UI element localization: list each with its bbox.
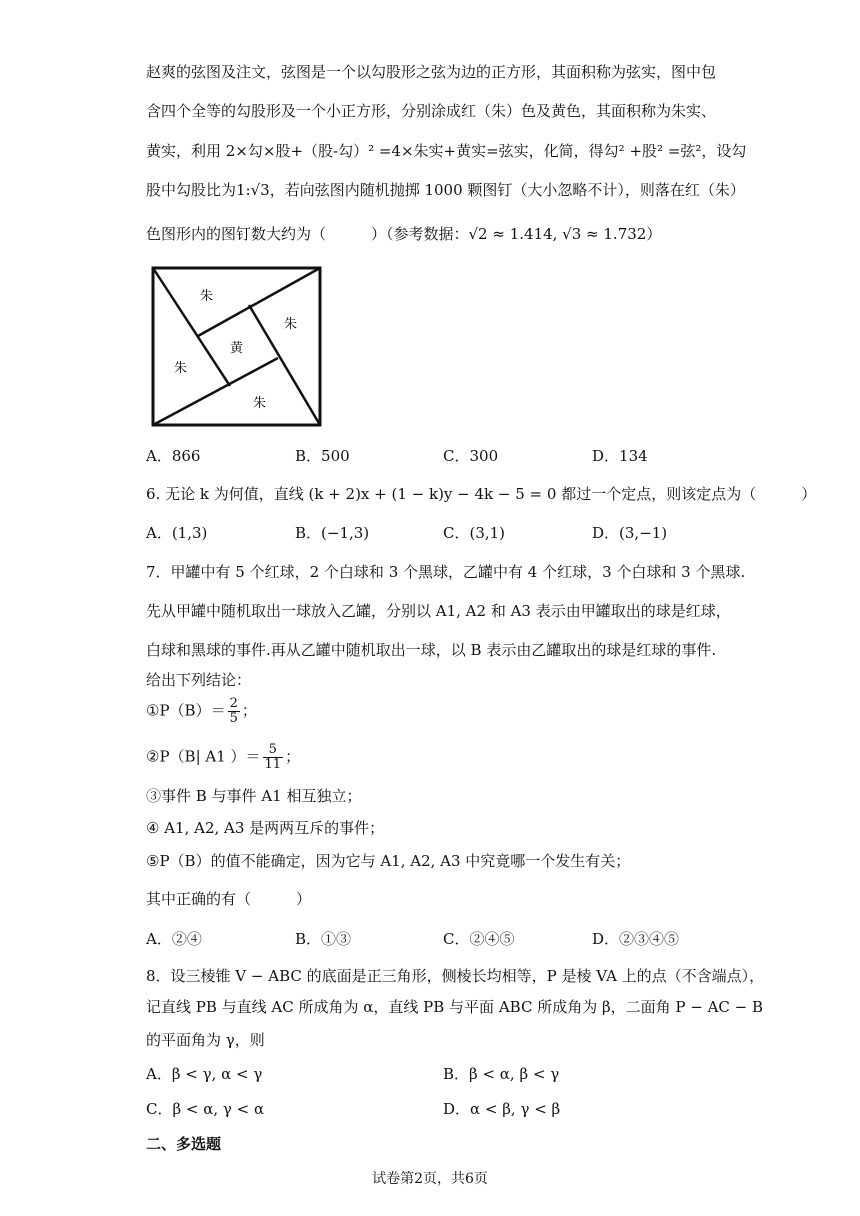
diagram-line xyxy=(153,268,230,386)
q7-option-c[interactable]: C．②④⑤ xyxy=(443,930,515,948)
fraction-numerator: 5 xyxy=(263,743,284,758)
q7-conclusion-4: ④ A1, A2, A3 是两两互斥的事件； xyxy=(146,819,385,837)
q6-option-d[interactable]: D．(3,−1) xyxy=(592,524,668,542)
q5-line-4: 股中勾股比为1:√3，若向弦图内随机抛掷 1000 颗图钉（大小忽略不计），则落在红（朱） xyxy=(146,181,745,199)
q5-option-d[interactable]: D．134 xyxy=(592,447,648,465)
q7-conclusion-3: ③事件 B 与事件 A1 相互独立； xyxy=(146,787,362,805)
label-zhu-left: 朱 xyxy=(174,361,188,376)
q7-line-4: 给出下列结论： xyxy=(146,671,252,689)
page-footer: 试卷第2页，共6页 xyxy=(372,1171,488,1187)
q5-option-c[interactable]: C．300 xyxy=(443,447,499,465)
q8-line-3: 的平面角为 γ，则 xyxy=(146,1031,265,1049)
q7-option-b[interactable]: B．①③ xyxy=(295,930,352,948)
q5-line-1: 赵爽的弦图及注文，弦图是一个以勾股形之弦为边的正方形，其面积称为弦实，图中包 xyxy=(146,63,717,81)
q7-option-d[interactable]: D．②③④⑤ xyxy=(592,930,680,948)
label-zhu-bottom: 朱 xyxy=(253,396,267,411)
q8-option-c[interactable]: C．β < α, γ < α xyxy=(146,1100,265,1118)
xian-diagram xyxy=(148,264,324,428)
q7-line-2: 先从甲罐中随机取出一球放入乙罐，分别以 A1, A2 和 A3 表示由甲罐取出的球是红球， xyxy=(146,602,731,620)
fraction-denominator: 5 xyxy=(229,711,238,726)
label-zhu-top: 朱 xyxy=(200,289,214,304)
q7-ask: 其中正确的有（ ） xyxy=(146,890,312,908)
q8-option-b[interactable]: B．β < α, β < γ xyxy=(443,1065,560,1083)
label-huang: 黄 xyxy=(230,341,244,356)
q7-line-3: 白球和黑球的事件.再从乙罐中随机取出一球，以 B 表示由乙罐取出的球是红球的事件. xyxy=(146,641,717,659)
q6-option-a[interactable]: A．(1,3) xyxy=(146,524,208,542)
q8-option-a[interactable]: A．β < γ, α < γ xyxy=(146,1065,263,1083)
q8-line-2: 记直线 PB 与直线 AC 所成角为 α，直线 PB 与平面 ABC 所成角为 β，二面角 P − AC − B xyxy=(146,998,764,1016)
q7-conclusion-2 xyxy=(146,743,300,772)
q7-option-a[interactable]: A．②④ xyxy=(146,930,202,948)
q6-option-b[interactable]: B．(−1,3) xyxy=(295,524,370,542)
c1-suffix: ； xyxy=(241,701,257,720)
q7-line-1: 7．甲罐中有 5 个红球，2 个白球和 3 个黑球，乙罐中有 4 个红球，3 个白球和 3 个黑球. xyxy=(146,563,746,581)
label-zhu-right: 朱 xyxy=(284,317,298,332)
c2-prefix: ②P（B| A1 ）＝ xyxy=(146,747,261,766)
q5-option-b[interactable]: B．500 xyxy=(295,447,350,465)
q8-line-1: 8．设三棱锥 V − ABC 的底面是正三角形，侧棱长均相等，P 是棱 VA 上的点（不含端点）， xyxy=(146,967,765,985)
q7-conclusion-5: ⑤P（B）的值不能确定，因为它与 A1, A2, A3 中究竟哪一个发生有关； xyxy=(146,852,631,870)
fraction xyxy=(263,743,284,772)
q5-line-5: 色图形内的图钉数大约为（ ）（参考数据：√2 ≈ 1.414, √3 ≈ 1.732） xyxy=(146,225,662,243)
q7-conclusion-1 xyxy=(146,697,257,726)
q6-option-c[interactable]: C．(3,1) xyxy=(443,524,506,542)
diagram-line xyxy=(153,358,278,425)
q6-stem: 6. 无论 k 为何值，直线 (k + 2)x + (1 − k)y − 4k − 5 = 0 都过一个定点，则该定点为（ ） xyxy=(146,485,817,503)
fraction-numerator: 2 xyxy=(229,696,238,711)
q5-line-3: 黄实，利用 2×勾×股+（股-勾）² =4×朱实+黄实=弦实，化简，得勾² +股² =弦²，设勾 xyxy=(146,142,747,160)
q5-line-2: 含四个全等的勾股形及一个小正方形，分别涂成红（朱）色及黄色，其面积称为朱实、 xyxy=(146,102,717,120)
c1-prefix: ①P（B）＝ xyxy=(146,701,226,720)
diagram-line xyxy=(198,268,320,336)
c2-suffix: ； xyxy=(285,747,301,766)
fraction-denominator: 11 xyxy=(264,757,282,772)
section-title: 二、多选题 xyxy=(146,1135,222,1153)
q8-option-d[interactable]: D．α < β, γ < β xyxy=(443,1100,561,1118)
fraction xyxy=(228,697,240,726)
q5-option-a[interactable]: A．866 xyxy=(146,447,201,465)
